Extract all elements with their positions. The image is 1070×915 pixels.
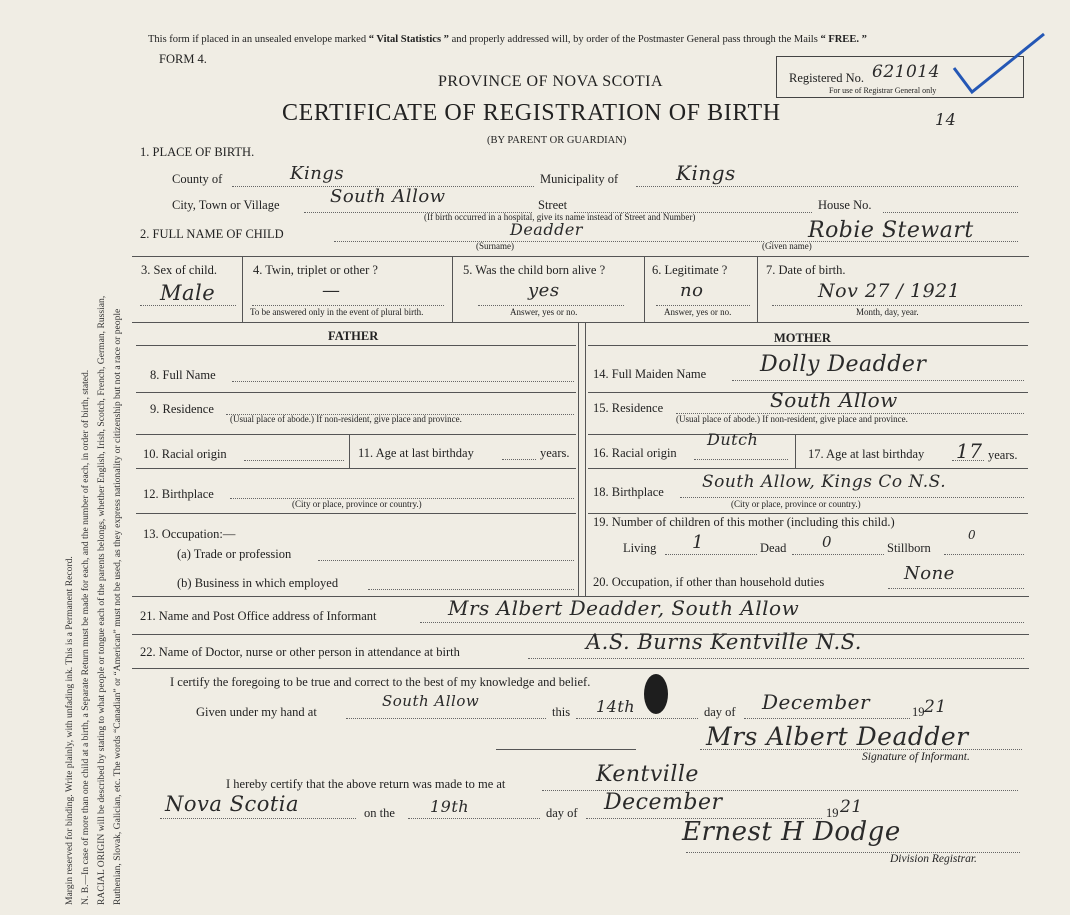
- father-residence-note: (Usual place of abode.) If non-resident, give place and province.: [230, 414, 462, 424]
- street-label: Street: [538, 198, 568, 212]
- registrar-statement: I hereby certify that the above return was made to me at: [226, 777, 506, 791]
- form-number: FORM 4.: [159, 52, 207, 66]
- mother-residence-note: (Usual place of abode.) If non-resident, give place and province.: [676, 414, 908, 424]
- registrar-year-prefix: 19: [826, 806, 839, 820]
- certificate-title: CERTIFICATE OF REGISTRATION OF BIRTH: [282, 100, 781, 126]
- given-under-label: Given under my hand at: [196, 705, 317, 719]
- informant-signature: Mrs Albert Deadder: [706, 722, 969, 751]
- father-racial-label: 10. Racial origin: [143, 447, 227, 461]
- mother-age-label: 17. Age at last birthday: [808, 447, 925, 461]
- county-label: County of: [172, 172, 223, 186]
- cert-year-value: 21: [924, 697, 947, 717]
- dob-label: 7. Date of birth.: [766, 263, 846, 277]
- mother-maiden-label: 14. Full Maiden Name: [593, 367, 707, 381]
- dead-value: 0: [822, 533, 833, 551]
- postal-note-mid: and properly addressed will, by order of the Postmaster General pass through the Mails: [451, 34, 818, 45]
- cert-day-value: 14th: [596, 697, 636, 716]
- mother-occupation-label: 20. Occupation, if other than household duties: [593, 575, 825, 589]
- registrar-year-value: 21: [840, 797, 863, 817]
- county-value: Kings: [290, 163, 345, 184]
- father-birthplace-note: (City or place, province or country.): [292, 499, 422, 509]
- registrar-province-value: Nova Scotia: [165, 792, 300, 816]
- legitimate-value: no: [680, 280, 704, 301]
- postal-note-free: “ FREE. ”: [820, 34, 867, 45]
- registrar-caption: Division Registrar.: [890, 853, 977, 865]
- checkmark-icon: [940, 30, 1050, 100]
- doctor-value: A.S. Burns Kentville N.S.: [586, 630, 862, 654]
- legitimate-caption: Answer, yes or no.: [664, 307, 732, 317]
- house-number-label: House No.: [818, 198, 872, 212]
- registrar-month-value: December: [604, 790, 723, 815]
- city-value: South Allow: [330, 186, 446, 207]
- living-value: 1: [692, 532, 704, 553]
- father-age-label: 11. Age at last birthday: [358, 446, 474, 460]
- sex-label: 3. Sex of child.: [141, 263, 218, 277]
- father-name-label: 8. Full Name: [150, 368, 216, 382]
- province-heading: PROVINCE OF NOVA SCOTIA: [438, 73, 664, 90]
- margin-note-3: RACIAL ORIGIN will be described by stating to what people or tongue each of the parents belongs, whether English, Irish, Scotch, French, German, Russian,: [96, 295, 107, 905]
- mother-age-value: 17: [956, 439, 983, 463]
- registrar-signature: Ernest H Dodge: [682, 817, 901, 847]
- doctor-label: 22. Name of Doctor, nurse or other person in attendance at birth: [140, 645, 460, 659]
- margin-note-4: Ruthenian, Slovak, Galician, etc. The words “Canadian” or “American” must not be used, as they express nationality or citizenship but not a race or people: [112, 308, 123, 905]
- alive-label: 5. Was the child born alive ?: [463, 263, 606, 277]
- twin-value: —: [322, 280, 341, 301]
- father-years-label: years.: [540, 446, 570, 460]
- place-of-birth-label: 1. PLACE OF BIRTH.: [140, 145, 255, 159]
- informant-value: Mrs Albert Deadder, South Allow: [448, 596, 800, 620]
- child-surname-value: Deadder: [510, 220, 583, 239]
- postal-note-pre: This form if placed in an unsealed envelope marked: [148, 34, 367, 45]
- informant-signature-caption: Signature of Informant.: [862, 751, 970, 763]
- informant-label: 21. Name and Post Office address of Informant: [140, 609, 377, 623]
- registrar-day-value: 19th: [430, 797, 470, 816]
- cert-year-prefix: 19: [912, 705, 925, 719]
- father-trade-label: (a) Trade or profession: [177, 547, 292, 561]
- mother-children-label: 19. Number of children of this mother (including this child.): [593, 515, 895, 529]
- child-name-label: 2. FULL NAME OF CHILD: [140, 227, 284, 241]
- legitimate-label: 6. Legitimate ?: [652, 263, 728, 277]
- registrar-on-label: on the: [364, 806, 395, 820]
- mother-years-label: years.: [988, 448, 1018, 462]
- father-business-label: (b) Business in which employed: [177, 576, 339, 590]
- cert-month-value: December: [762, 690, 871, 714]
- mother-birthplace-label: 18. Birthplace: [593, 485, 664, 499]
- margin-note-1: Margin reserved for binding. Write plainly, with unfading ink. This is a Permanent Record.: [64, 556, 75, 905]
- margin-note-2: N. B.—In case of more than one child at a birth, a Separate Return must be made for each, and the number of each, in order of birth, stated.: [80, 369, 91, 905]
- mother-birthplace-value: South Allow, Kings Co N.S.: [702, 472, 947, 492]
- sheet-mark: 14: [935, 110, 957, 129]
- dead-label: Dead: [760, 541, 787, 555]
- hospital-note: (If birth occurred in a hospital, give its name instead of Street and Number): [424, 212, 696, 222]
- mother-maiden-value: Dolly Deadder: [760, 352, 927, 377]
- father-residence-label: 9. Residence: [150, 402, 214, 416]
- twin-note: To be answered only in the event of plural birth.: [250, 307, 424, 317]
- postal-note-quote: “ Vital Statistics ”: [368, 34, 449, 45]
- father-occupation-label: 13. Occupation:—: [143, 527, 236, 541]
- child-given-value: Robie Stewart: [808, 218, 974, 243]
- ink-blot-icon: [638, 672, 674, 722]
- father-heading: FATHER: [328, 329, 379, 343]
- surname-caption: (Surname): [476, 241, 514, 251]
- mother-racial-value: Dutch: [707, 430, 759, 449]
- dob-value: Nov 27 / 1921: [818, 280, 961, 302]
- given-name-caption: (Given name): [762, 241, 812, 251]
- certification-statement: I certify the foregoing to be true and correct to the best of my knowledge and belief.: [170, 675, 591, 689]
- certificate-subtitle: (BY PARENT OR GUARDIAN): [487, 135, 627, 146]
- municipality-value: Kings: [676, 161, 736, 185]
- registered-label: Registered No.: [789, 71, 864, 85]
- mother-racial-label: 16. Racial origin: [593, 446, 677, 460]
- registrar-day-of-label: day of: [546, 806, 578, 820]
- living-label: Living: [623, 541, 657, 555]
- stillborn-label: Stillborn: [887, 541, 931, 555]
- stillborn-value: 0: [968, 528, 977, 542]
- mother-residence-value: South Allow: [770, 388, 898, 412]
- municipality-label: Municipality of: [540, 172, 619, 186]
- cert-day-of-label: day of: [704, 705, 736, 719]
- dob-caption: Month, day, year.: [856, 307, 919, 317]
- registrar-place-value: Kentville: [596, 762, 699, 787]
- twin-label: 4. Twin, triplet or other ?: [253, 263, 378, 277]
- given-place-value: South Allow: [382, 692, 480, 710]
- mother-occupation-value: None: [904, 563, 955, 584]
- sex-value: Male: [160, 281, 216, 305]
- alive-value: yes: [528, 280, 560, 301]
- city-label: City, Town or Village: [172, 198, 280, 212]
- mother-heading: MOTHER: [774, 331, 831, 345]
- mother-residence-label: 15. Residence: [593, 401, 664, 415]
- alive-caption: Answer, yes or no.: [510, 307, 578, 317]
- registered-value: 621014: [872, 62, 940, 82]
- postal-note: [148, 34, 867, 45]
- this-label: this: [552, 705, 571, 719]
- father-birthplace-label: 12. Birthplace: [143, 487, 214, 501]
- registrar-use-note: For use of Registrar General only: [829, 86, 937, 95]
- mother-birthplace-note: (City or place, province or country.): [731, 499, 861, 509]
